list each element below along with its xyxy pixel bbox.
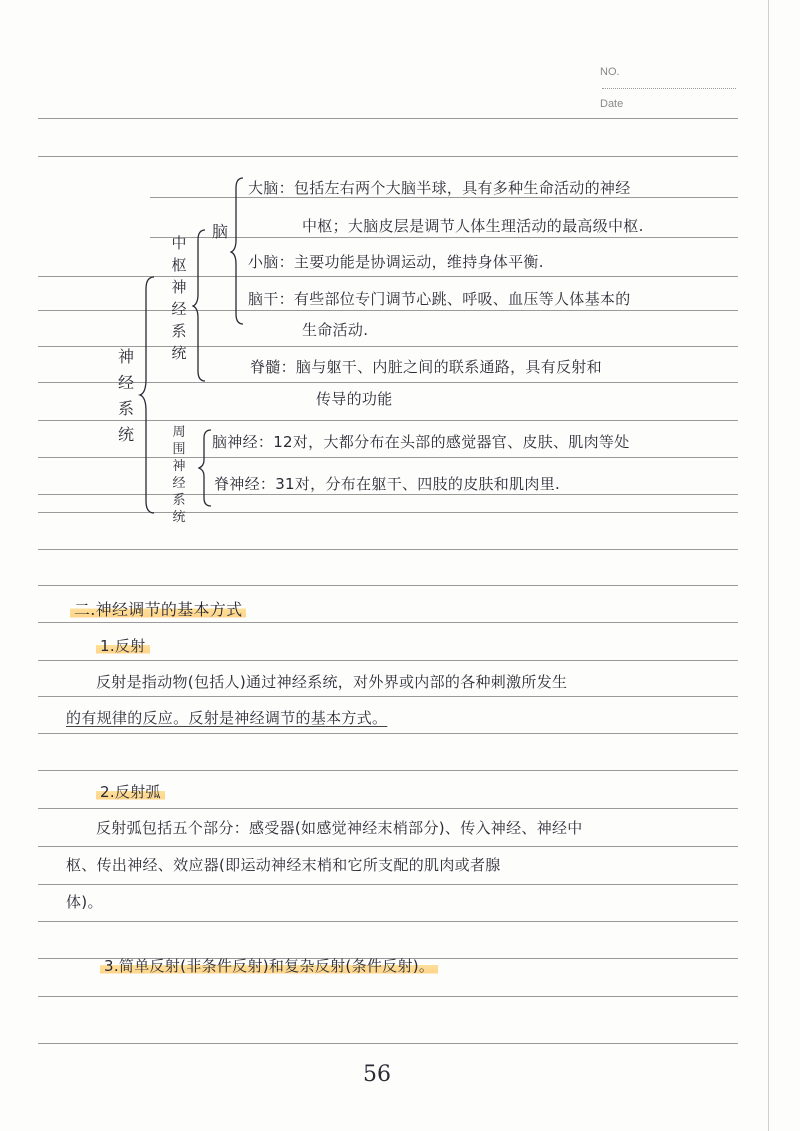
spinal-cord-line-1: 脊髓：脑与躯干、内脏之间的联系通路，具有反射和 bbox=[250, 358, 602, 376]
section-title bbox=[70, 600, 246, 620]
subsection-1-title bbox=[96, 636, 150, 656]
root-brace bbox=[138, 275, 158, 515]
subsection-2-paragraph-line-2: 枢、传出神经、效应器(即运动神经末梢和它所支配的肌肉或者腺 bbox=[66, 856, 501, 874]
brainstem-line-2: 生命活动. bbox=[302, 321, 369, 339]
subsection-2-paragraph-line-1: 反射弧包括五个部分：感受器(如感觉神经末梢部分)、传入神经、神经中 bbox=[96, 819, 583, 837]
no-dotted-line bbox=[602, 88, 736, 89]
ruled-line bbox=[38, 585, 738, 586]
subsection-1-paragraph-line-2-text: 的有规律的反应。反射是神经调节的基本方式。 bbox=[66, 709, 388, 727]
cerebrum-line-1: 大脑：包括左右两个大脑半球，具有多种生命活动的神经 bbox=[248, 179, 631, 197]
cerebellum-line: 小脑：主要功能是协调运动，维持身体平衡. bbox=[248, 253, 544, 271]
subsection-2-title bbox=[96, 782, 165, 802]
ruled-line bbox=[38, 996, 738, 997]
spinal-nerves-line: 脊神经：31对，分布在躯干、四肢的皮肤和肌肉里. bbox=[214, 475, 561, 493]
ruled-line bbox=[38, 770, 738, 771]
subsection-1-title-text: 1.反射 bbox=[96, 637, 150, 655]
cerebrum-line-2: 中枢；大脑皮层是调节人体生理活动的最高级中枢. bbox=[302, 217, 644, 235]
ruled-line bbox=[38, 846, 738, 847]
ruled-line bbox=[38, 549, 738, 550]
central-nervous-system-label: 中枢神经系统 bbox=[171, 234, 187, 362]
ruled-line bbox=[38, 696, 738, 697]
ruled-line bbox=[38, 118, 738, 119]
ruled-line bbox=[38, 884, 738, 885]
subsection-2-title-text: 2.反射弧 bbox=[96, 783, 165, 801]
cranial-nerves-line: 脑神经：12对，大都分布在头部的感觉器官、皮肤、肌肉等处 bbox=[212, 433, 630, 451]
no-label: NO. bbox=[600, 66, 620, 78]
ruled-line bbox=[38, 660, 738, 661]
ruled-line bbox=[38, 622, 738, 623]
brain-brace bbox=[230, 176, 246, 326]
ruled-line bbox=[38, 156, 738, 157]
subsection-3-title bbox=[100, 956, 438, 976]
subsection-3-title-text: 3.简单反射(非条件反射)和复杂反射(条件反射)。 bbox=[100, 957, 438, 975]
ruled-line bbox=[38, 1043, 738, 1044]
date-label: Date bbox=[600, 98, 624, 110]
subsection-1-paragraph-line-2 bbox=[66, 708, 387, 728]
root-nervous-system: 神经系统 bbox=[117, 347, 134, 444]
spinal-cord-line-2: 传导的功能 bbox=[316, 390, 393, 408]
ruled-line bbox=[38, 733, 738, 734]
section-title-text: 二.神经调节的基本方式 bbox=[70, 600, 246, 619]
central-brace bbox=[192, 228, 208, 383]
ruled-line bbox=[38, 921, 738, 922]
subsection-1-paragraph-line-1: 反射是指动物(包括人)通过神经系统，对外界或内部的各种刺激所发生 bbox=[96, 673, 568, 691]
brain-label: 脑 bbox=[212, 222, 229, 241]
subsection-2-paragraph-line-3: 体)。 bbox=[66, 893, 103, 911]
right-margin-line bbox=[768, 0, 769, 1131]
page-number: 56 bbox=[363, 1062, 391, 1087]
peripheral-nervous-system-label: 周围神经系统 bbox=[172, 425, 186, 525]
ruled-line bbox=[38, 808, 738, 809]
brainstem-line-1: 脑干：有些部位专门调节心跳、呼吸、血压等人体基本的 bbox=[248, 290, 631, 308]
